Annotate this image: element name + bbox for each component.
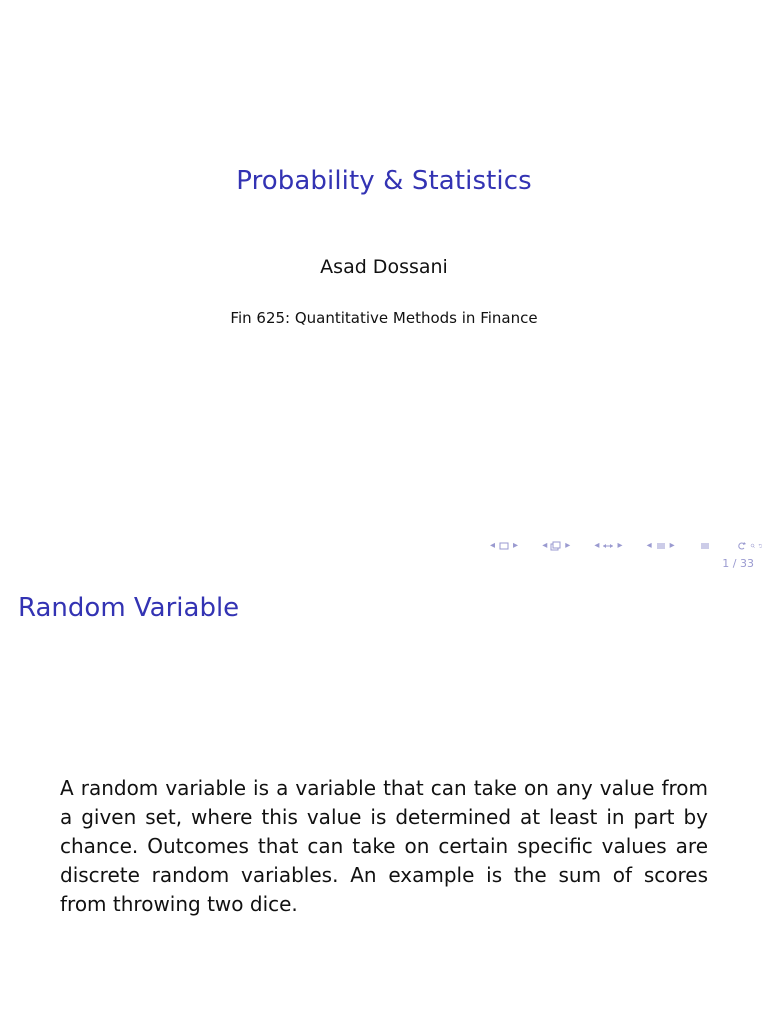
nav-next-section-icon[interactable]: ▸ — [669, 540, 675, 551]
nav-tools-group — [735, 541, 762, 551]
nav-toc-icon[interactable] — [699, 541, 711, 551]
nav-frame-group — [542, 541, 570, 551]
nav-next-slide-icon[interactable]: ▸ — [513, 540, 519, 551]
course-name: Fin 625: Quantitative Methods in Finance — [230, 309, 538, 327]
nav-subsection-group — [594, 541, 622, 551]
nav-prev-frame-icon[interactable]: ◂ — [542, 540, 548, 551]
nav-search-icon[interactable] — [750, 541, 762, 551]
frame-title: Random Variable — [18, 593, 240, 623]
nav-section-icon[interactable] — [655, 541, 667, 551]
nav-slide-group — [490, 541, 518, 551]
page-number: 1 / 33 — [722, 557, 754, 570]
nav-section-group — [647, 541, 675, 551]
nav-prev-slide-icon[interactable]: ◂ — [490, 540, 496, 551]
author-name: Asad Dossani — [320, 256, 448, 278]
nav-slide-icon[interactable] — [498, 541, 510, 551]
nav-next-subsection-icon[interactable]: ▸ — [617, 540, 623, 551]
presentation-title: Probability & Statistics — [236, 166, 532, 196]
nav-back-icon[interactable] — [735, 541, 747, 551]
nav-next-frame-icon[interactable]: ▸ — [565, 540, 571, 551]
slide-random-variable — [0, 580, 768, 1024]
nav-prev-subsection-icon[interactable]: ◂ — [594, 540, 600, 551]
nav-frame-icon[interactable] — [550, 541, 562, 551]
beamer-navigation-bar — [490, 539, 762, 553]
nav-prev-section-icon[interactable]: ◂ — [646, 540, 652, 551]
nav-subsection-icon[interactable] — [602, 541, 614, 551]
body-paragraph: A random variable is a variable that can take on any value from a given set, where this value is determined at least in part by chance. Outcomes that can take on certain specific values are discrete random variables. An example is the sum of scores from throwing two dice. — [60, 776, 708, 916]
